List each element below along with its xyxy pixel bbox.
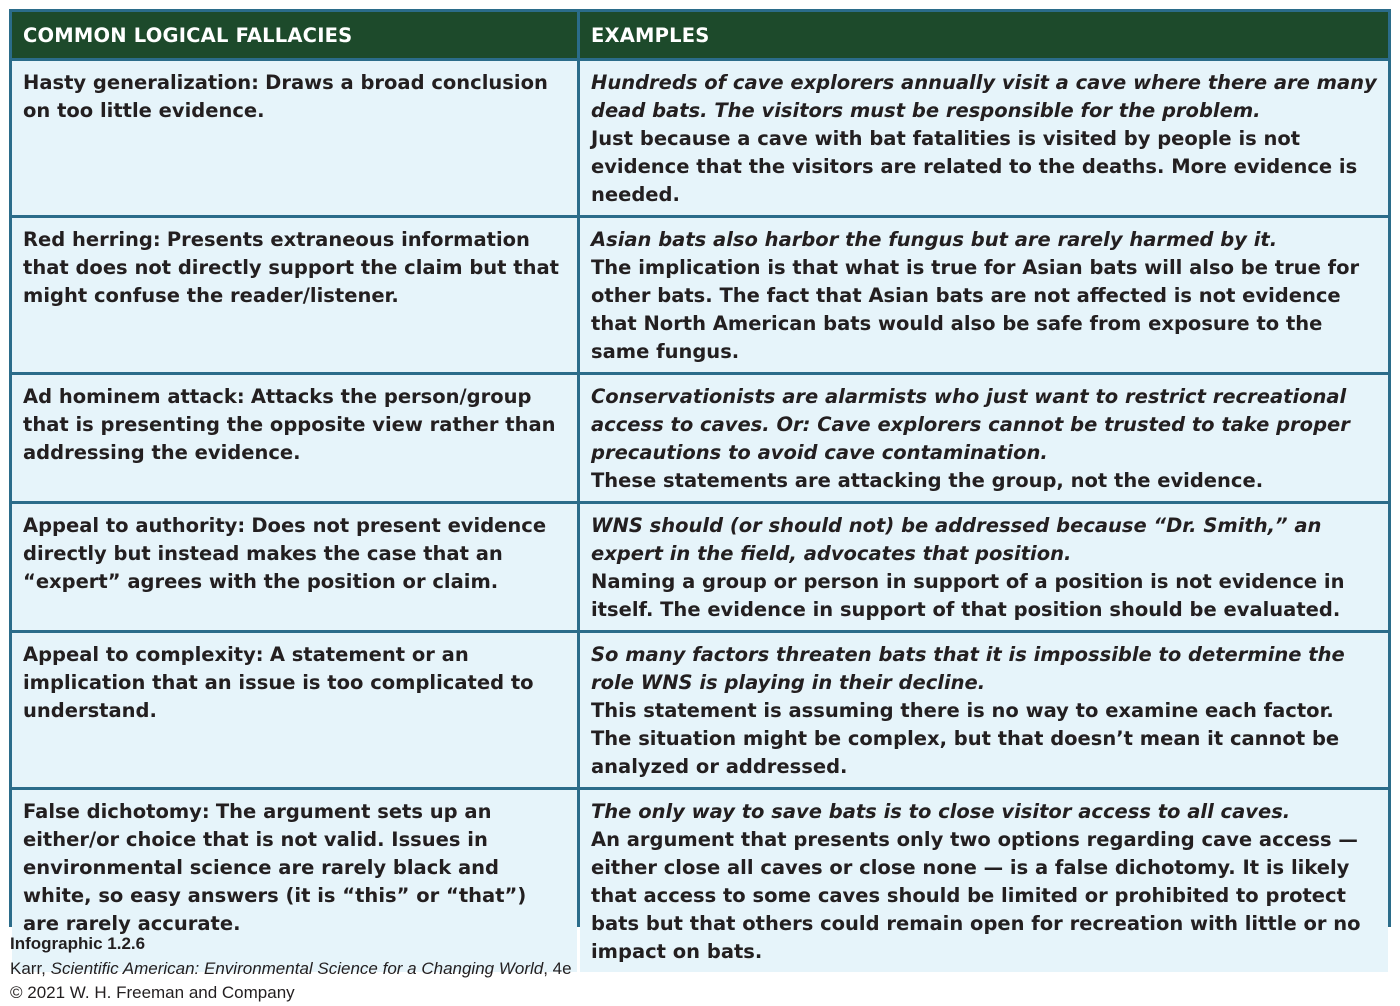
table-row [12,504,1388,630]
caption-title: Infographic 1.2.6 [10,934,146,953]
example-explanation: Naming a group or person in support of a position is not evidence in itself. The evidence in support of that position should be evaluated. [591,570,1345,621]
example-cell [580,504,1388,630]
caption-author: Karr, [10,958,46,978]
example-explanation: This statement is assuming there is no way to examine each factor. The situation might be complex, but that doesn’t mean it cannot be analyzed or addressed. [591,699,1340,778]
fallacy-term: Ad hominem attack: [23,385,245,408]
example-explanation: Just because a cave with bat fatalities is visited by people is not evidence that the visitors are related to the deaths. More evidence is needed. [591,127,1358,206]
figure-caption [10,932,572,1006]
caption-source [10,957,572,982]
example-cell [580,790,1388,972]
fallacies-table [9,9,1391,975]
example-statement: Conservationists are alarmists who just want to restrict recreational access to caves. Or: Cave explorers cannot be trusted to take proper precautions to avoid cave contamination. [591,385,1350,464]
fallacy-term: Appeal to authority: [23,514,246,537]
example-statement: The only way to save bats is to close visitor access to all caves. [591,800,1291,823]
fallacy-term: False dichotomy: [23,800,210,823]
example-explanation: An argument that presents only two options regarding cave access — either close all caves or close none — is a false dichotomy. It is likely that access to some caves should be limited or prohibited to protect bats but that others could remain open for recreation with little or no impact on bats. [591,828,1361,963]
caption-edition: , 4e [543,958,572,978]
fallacy-cell [12,61,577,215]
caption-book-title: Scientific American: Environmental Science for a Changing World [50,958,544,978]
example-cell [580,61,1388,215]
fallacy-definition: Does not present evidence directly but instead makes the case that an “expert” agrees with the position or claim. [23,514,547,593]
fallacy-term: Hasty generalization: [23,71,259,94]
fallacy-cell [12,375,577,501]
example-statement: Asian bats also harbor the fungus but are rarely harmed by it. [591,228,1278,251]
example-statement: So many factors threaten bats that it is impossible to determine the role WNS is playing in their decline. [591,643,1345,694]
fallacy-term: Appeal to complexity: [23,643,264,666]
header-fallacies: COMMON LOGICAL FALLACIES [12,12,577,58]
fallacy-definition: Draws a broad conclusion on too little evidence. [23,71,548,122]
example-cell [580,218,1388,372]
table-row [12,375,1388,501]
caption-copyright: © 2021 W. H. Freeman and Company [10,983,295,1002]
example-explanation: The implication is that what is true for Asian bats will also be true for other bats. The fact that Asian bats are not affected is not evidence that North American bats would also be safe from exposure to the same fungus. [591,256,1360,363]
header-examples: EXAMPLES [580,12,1388,58]
fallacy-cell [12,504,577,630]
fallacy-definition: Attacks the person/group that is presenting the opposite view rather than addressing the evidence. [23,385,556,464]
table-header-row [12,12,1388,58]
table-row [12,61,1388,215]
example-explanation: These statements are attacking the group, not the evidence. [591,469,1264,492]
example-cell [580,375,1388,501]
fallacy-cell [12,633,577,787]
example-statement: WNS should (or should not) be addressed because “Dr. Smith,” an expert in the field, advocates that position. [591,514,1322,565]
example-statement: Hundreds of cave explorers annually visit a cave where there are many dead bats. The visitors must be responsible for the problem. [591,71,1377,122]
table-row [12,633,1388,787]
fallacy-definition: The argument sets up an either/or choice that is not valid. Issues in environmental science are rarely black and white, so easy answers (it is “this” or “that”) are rarely accurate. [23,800,527,935]
fallacy-definition: Presents extraneous information that does not directly support the claim but that might confuse the reader/listener. [23,228,559,307]
table-row [12,218,1388,372]
fallacy-term: Red herring: [23,228,161,251]
fallacy-cell [12,218,577,372]
fallacy-definition: A statement or an implication that an issue is too complicated to understand. [23,643,534,722]
example-cell [580,633,1388,787]
